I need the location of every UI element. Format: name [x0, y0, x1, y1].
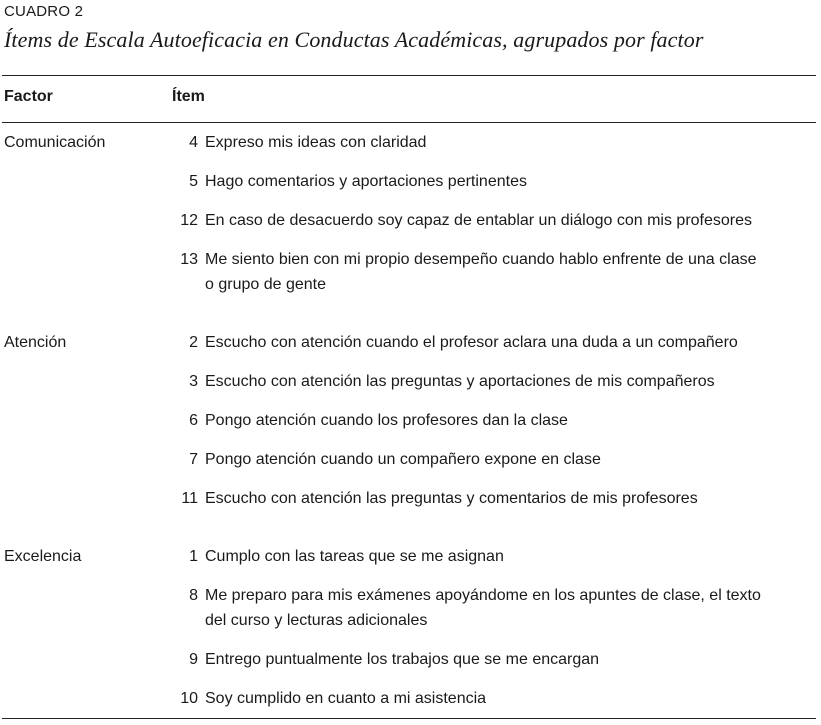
item-text: Me preparo para mis exámenes apoyándome en los apuntes de clase, el texto — [205, 587, 761, 604]
factor-label: Comunicación — [4, 134, 106, 151]
item-number: 13 — [180, 251, 198, 268]
item-text: Pongo atención cuando un compañero expone en clase — [205, 451, 601, 468]
header-rule — [2, 122, 816, 123]
table-title: Ítems de Escala Autoeficacia en Conductas Académicas, agrupados por factor — [4, 27, 704, 52]
item-text: Escucho con atención las preguntas y comentarios de mis profesores — [205, 490, 698, 507]
table-label: CUADRO 2 — [4, 3, 84, 20]
item-text: Me siento bien con mi propio desempeño cuando hablo enfrente de una clase — [205, 251, 757, 268]
item-number: 4 — [189, 134, 198, 151]
bottom-rule — [2, 718, 816, 719]
item-number: 10 — [180, 690, 198, 707]
item-text: Soy cumplido en cuanto a mi asistencia — [205, 690, 487, 707]
item-text: Expreso mis ideas con claridad — [205, 134, 427, 151]
factor-label: Atención — [4, 334, 67, 351]
item-text: Escucho con atención cuando el profesor aclara una duda a un compañero — [205, 334, 738, 351]
item-number: 2 — [189, 334, 198, 351]
item-number: 9 — [189, 651, 198, 668]
item-number: 6 — [189, 412, 198, 429]
item-number: 8 — [189, 587, 198, 604]
top-rule — [2, 75, 816, 76]
item-number: 11 — [181, 490, 198, 507]
item-number: 7 — [189, 451, 198, 468]
item-text: Pongo atención cuando los profesores dan la clase — [205, 412, 568, 429]
column-header-item: Ítem — [172, 88, 205, 105]
column-header-factor: Factor — [4, 88, 53, 105]
item-text: Cumplo con las tareas que se me asignan — [205, 548, 504, 565]
factor-label: Excelencia — [4, 548, 82, 565]
item-number: 12 — [180, 212, 198, 229]
item-text: Entrego puntualmente los trabajos que se me encargan — [205, 651, 600, 668]
item-text: En caso de desacuerdo soy capaz de entablar un diálogo con mis profesores — [205, 212, 753, 229]
item-number: 3 — [189, 373, 198, 390]
item-text: del curso y lecturas adicionales — [205, 612, 428, 629]
item-text: Hago comentarios y aportaciones pertinentes — [205, 173, 527, 190]
item-text: o grupo de gente — [205, 276, 326, 293]
item-text: Escucho con atención las preguntas y aportaciones de mis compañeros — [205, 373, 715, 390]
item-number: 5 — [189, 173, 198, 190]
item-number: 1 — [189, 548, 198, 565]
